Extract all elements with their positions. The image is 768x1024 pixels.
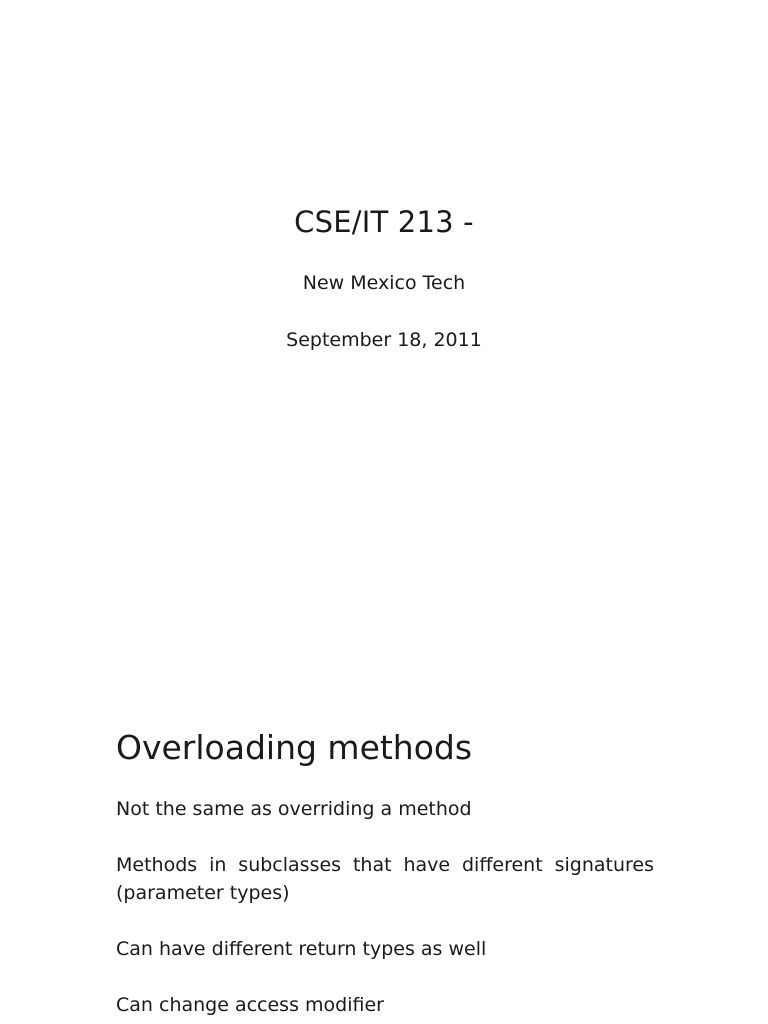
document-title: CSE/IT 213 -	[294, 205, 474, 239]
slide-section	[116, 726, 654, 1019]
slide-title: Overloading methods	[116, 728, 473, 767]
document-date: September 18, 2011	[286, 329, 482, 351]
author-affiliation: New Mexico Tech	[302, 272, 466, 294]
slide-point: Methods in subclasses that have different signatures (parameter types)	[116, 854, 654, 904]
slide-point: Can change access modifier	[116, 994, 384, 1016]
slide-point: Can have different return types as well	[116, 938, 487, 960]
slide-point: Not the same as overriding a method	[116, 798, 472, 820]
slide-points-list	[116, 795, 654, 1019]
